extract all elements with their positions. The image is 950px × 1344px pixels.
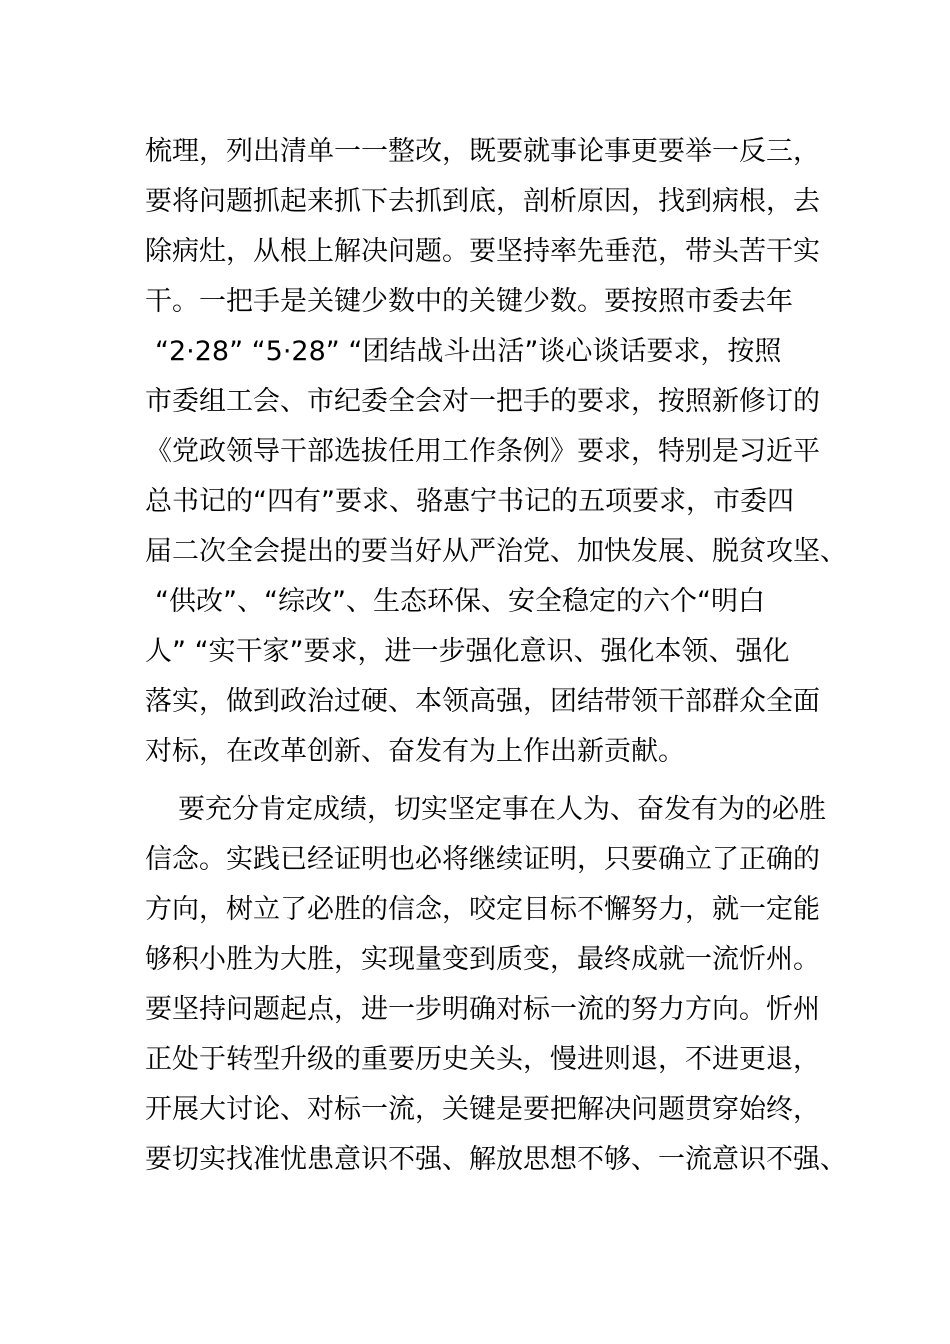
text-line: 梳理，列出清单一一整改，既要就事论事更要举一反三， [145,136,820,167]
text-line: 要将问题抓起来抓下去抓到底，剖析原因，找到病根，去 [145,186,820,217]
text-line: 总书记的“四有”要求、骆惠宁书记的五项要求，市委四 [145,486,794,517]
body-text [145,127,847,1185]
text-line: “供改”、“综改”、生态环保、安全稳定的六个“明白 [155,586,765,617]
text-line: 《党政领导干部选拔任用工作条例》要求，特别是习近平 [145,436,820,467]
text-line: 要充分肯定成绩，切实坚定事在人为、奋发有为的必胜 [178,794,826,825]
text-line: 除病灶，从根上解决问题。要坚持率先垂范，带头苦干实 [145,236,820,267]
text-line: 要切实找准忧患意识不强、解放思想不够、一流意识不强、 [145,1144,847,1175]
text-line: 正处于转型升级的重要历史关头，慢进则退，不进更退， [145,1044,820,1075]
text-line: 干。一把手是关键少数中的关键少数。要按照市委去年 [145,286,793,317]
text-line: 要坚持问题起点，进一步明确对标一流的努力方向。忻州 [145,994,820,1025]
text-line: 届二次全会提出的要当好从严治党、加快发展、脱贫攻坚、 [145,536,847,567]
text-line: 信念。实践已经证明也必将继续证明，只要确立了正确的 [145,844,820,875]
text-line: “2·28” “5·28” “团结战斗出活”谈心谈话要求，按照 [155,336,782,367]
paragraph-gap [145,777,825,785]
text-line: 开展大讨论、对标一流，关键是要把解决问题贯穿始终， [145,1094,820,1125]
text-line: 方向，树立了必胜的信念，咬定目标不懈努力，就一定能 [145,894,820,925]
text-line: 够积小胜为大胜，实现量变到质变，最终成就一流忻州。 [145,944,820,975]
paragraph-1 [145,127,847,777]
text-line: 市委组工会、市纪委全会对一把手的要求，按照新修订的 [145,386,820,417]
paragraph-2 [145,785,847,1185]
text-line: 人” “实干家”要求，进一步强化意识、强化本领、强化 [145,636,790,667]
text-line: 落实，做到政治过硬、本领高强，团结带领干部群众全面 [145,686,820,717]
text-line: 对标，在改革创新、奋发有为上作出新贡献。 [145,736,685,767]
